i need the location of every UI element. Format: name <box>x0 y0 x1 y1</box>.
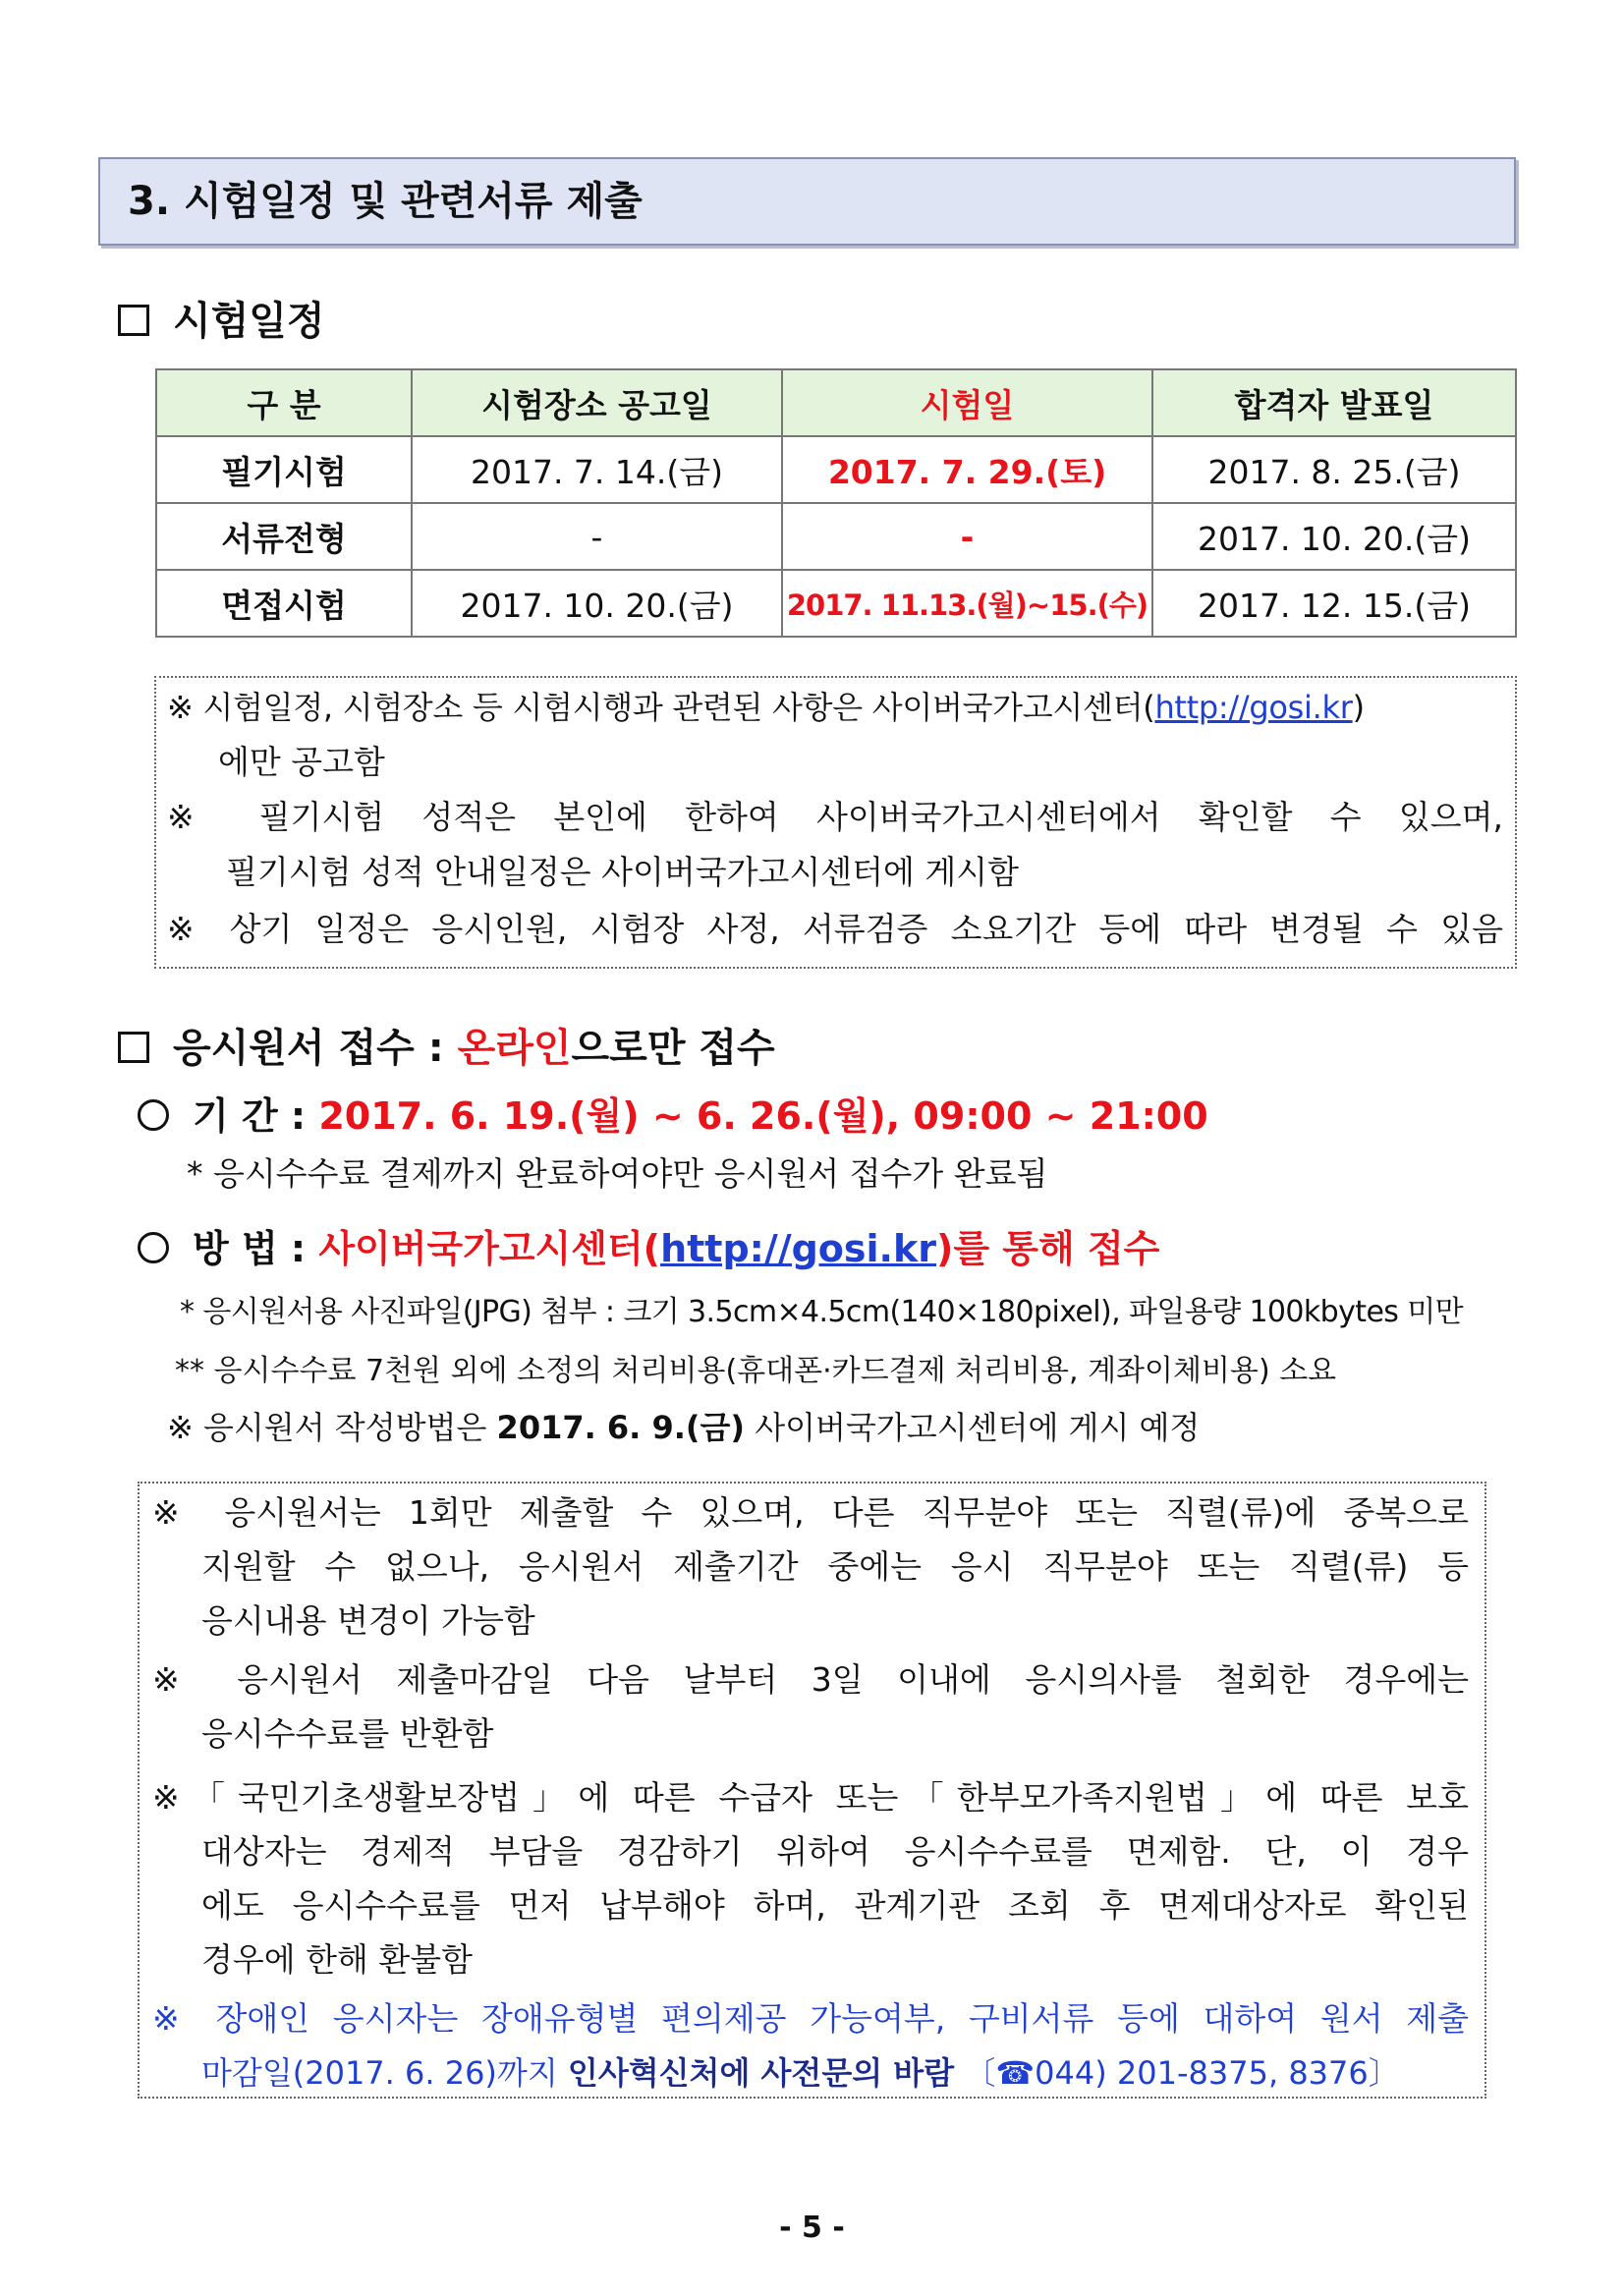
table-cell: 2017. 8. 25.(금) <box>1152 436 1516 503</box>
table-row <box>156 503 1516 570</box>
table-row <box>156 436 1516 503</box>
schedule-table <box>155 368 1517 638</box>
table-header: 구 분 <box>156 369 412 436</box>
note-line: ※ 응시원서는 1회만 제출할 수 있으며, 다른 직무분야 또는 직렬(류)에 중복으로 <box>152 1493 1469 1532</box>
note-line: 에만 공고함 <box>218 743 385 781</box>
checkbox-square-icon <box>118 1032 149 1063</box>
note-line: 경우에 한해 환불함 <box>201 1940 474 1979</box>
table-cell: 2017. 12. 15.(금) <box>1152 570 1516 637</box>
table-cell: 2017. 10. 20.(금) <box>1152 503 1516 570</box>
note-line: 응시수수료를 반환함 <box>201 1714 494 1753</box>
table-header-row <box>156 369 1516 436</box>
note-line: 지원할 수 없으나, 응시원서 제출기간 중에는 응시 직무분야 또는 직렬(류) 등 <box>201 1547 1469 1586</box>
note-line: ※ 응시원서 제출마감일 다음 날부터 3일 이내에 응시의사를 철회한 경우에는 <box>152 1660 1469 1699</box>
period-line: 기 간 : 2017. 6. 19.(월) ~ 6. 26.(월), 09:00 ~ 21:00 <box>138 1086 1208 1140</box>
table-header-exam: 시험일 <box>782 369 1152 436</box>
table-cell-exam: 2017. 7. 29.(토) <box>782 436 1152 503</box>
table-cell: - <box>412 503 782 570</box>
table-row <box>156 570 1516 637</box>
circle-bullet-icon <box>138 1099 169 1131</box>
page-number: - 5 - <box>779 2211 845 2245</box>
table-cell: 2017. 10. 20.(금) <box>412 570 782 637</box>
gosi-link[interactable]: http://gosi.kr <box>1154 689 1353 726</box>
schedule-heading: 시험일정 <box>118 290 325 346</box>
method-note: ** 응시수수료 7천원 외에 소정의 처리비용(휴대폰·카드결제 처리비용, 계좌이체비용) 소요 <box>175 1354 1337 1388</box>
note-line: 에도 응시수수료를 먼저 납부해야 하며, 관계기관 조회 후 면제대상자로 확인된 <box>201 1886 1469 1925</box>
row-label: 면접시험 <box>156 570 412 637</box>
note-line: 필기시험 성적 안내일정은 사이버국가고시센터에 게시함 <box>226 853 1020 891</box>
note-line: 대상자는 경제적 부담을 경감하기 위하여 응시수수료를 면제함. 단, 이 경우 <box>201 1832 1469 1871</box>
table-cell-exam: 2017. 11.13.(월)~15.(수) <box>782 570 1152 637</box>
row-label: 필기시험 <box>156 436 412 503</box>
table-header: 합격자 발표일 <box>1152 369 1516 436</box>
section-title: 3. 시험일정 및 관련서류 제출 <box>98 157 1516 246</box>
note-line-blue: ※ 장애인 응시자는 장애유형별 편의제공 가능여부, 구비서류 등에 대하여 원서 제출 <box>152 1999 1469 2038</box>
row-label: 서류전형 <box>156 503 412 570</box>
note-line: ※「국민기초생활보장법」에 따른 수급자 또는「한부모가족지원법」에 따른 보호 <box>152 1778 1469 1817</box>
note-line: 응시내용 변경이 가능함 <box>201 1601 535 1640</box>
method-note: * 응시원서용 사진파일(JPG) 첨부 : 크기 3.5cm×4.5cm(140×180pixel), 파일용량 100kbytes 미만 <box>180 1295 1464 1329</box>
circle-bullet-icon <box>138 1232 169 1263</box>
note-line-blue: 마감일(2017. 6. 26)까지 인사혁신처에 사전문의 바람 〔☎044) 201-8375, 8376〕 <box>201 2054 1400 2092</box>
method-line: 방 법 : 사이버국가고시센터(http://gosi.kr)를 통해 접수 <box>138 1218 1159 1272</box>
period-note: * 응시수수료 결제까지 완료하여야만 응시원서 접수가 완료됨 <box>187 1154 1048 1193</box>
note-line: ※ 필기시험 성적은 본인에 한하여 사이버국가고시센터에서 확인할 수 있으며, <box>167 798 1503 836</box>
gosi-link[interactable]: http://gosi.kr <box>660 1227 936 1270</box>
note-line: ※ 시험일정, 시험장소 등 시험시행과 관련된 사항은 사이버국가고시센터(http://gosi.kr) <box>167 689 1365 726</box>
application-heading: 응시원서 접수 : 온라인으로만 접수 <box>118 1017 775 1073</box>
write-note: ※ 응시원서 작성방법은 2017. 6. 9.(금) 사이버국가고시센터에 게시 예정 <box>167 1409 1201 1446</box>
checkbox-square-icon <box>118 305 149 336</box>
table-cell: 2017. 7. 14.(금) <box>412 436 782 503</box>
note-line: ※ 상기 일정은 응시인원, 시험장 사정, 서류검증 소요기간 등에 따라 변경될 수 있음 <box>167 910 1503 948</box>
table-cell-exam: - <box>782 503 1152 570</box>
table-header: 시험장소 공고일 <box>412 369 782 436</box>
